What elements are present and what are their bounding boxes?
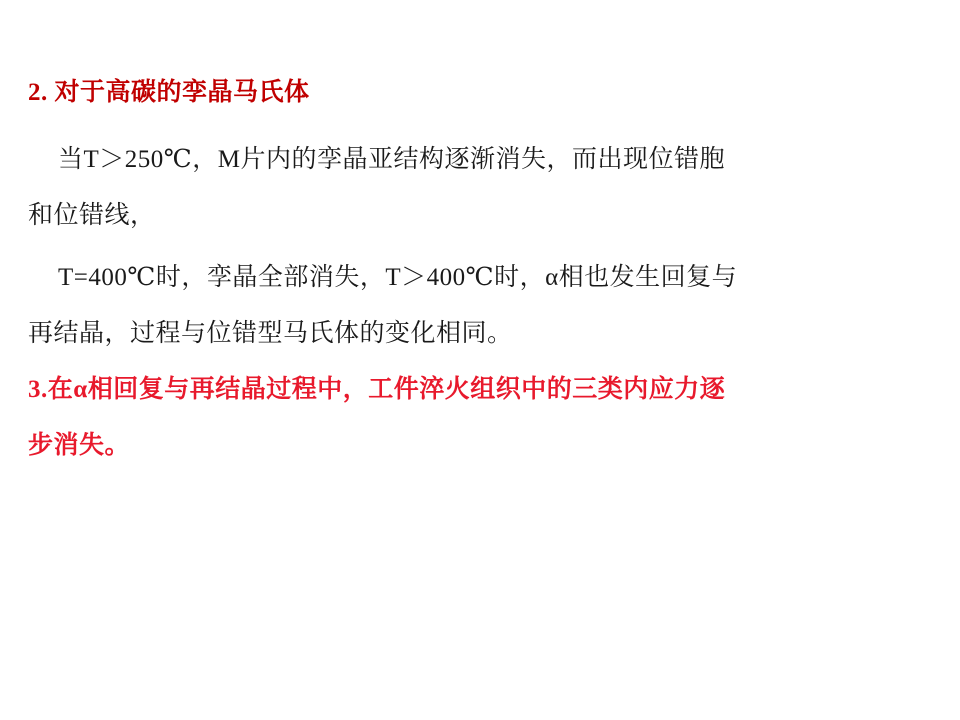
section-3 bbox=[28, 362, 920, 474]
section-2-para-2-line-1: T=400℃时，孪晶全部消失，T＞400℃时，α相也发生回复与 bbox=[58, 264, 738, 291]
section-2 bbox=[28, 70, 920, 362]
section-2-para-1-line-1: 当T＞250℃，M片内的孪晶亚结构逐渐消失，而出现位错胞 bbox=[58, 146, 725, 173]
section-3-para-1-line-2: 步消失。 bbox=[28, 432, 131, 459]
section-3-para-1-line-1: 3.在α相回复与再结晶过程中，工件淬火组织中的三类内应力逐 bbox=[28, 376, 726, 403]
section-2-para-1-line-2: 和位错线， bbox=[28, 202, 156, 229]
section-2-para-2-line-2: 再结晶，过程与位错型马氏体的变化相同。 bbox=[28, 320, 513, 347]
spacer bbox=[28, 116, 920, 132]
section-2-heading: 2. 对于高碳的孪晶马氏体 bbox=[28, 79, 310, 106]
